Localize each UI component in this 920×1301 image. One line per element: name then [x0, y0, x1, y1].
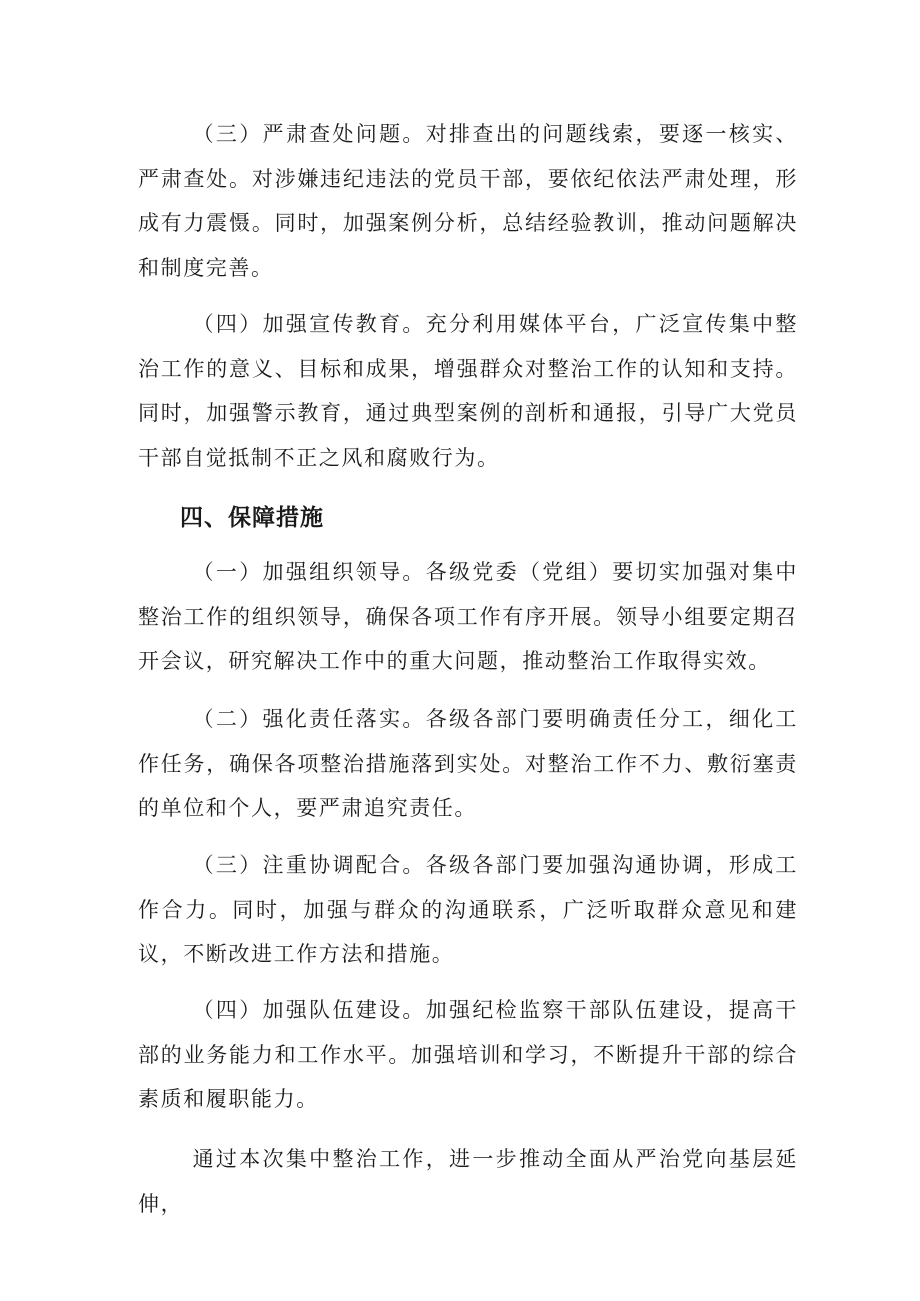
paragraph-responsibility: （二）强化责任落实。各级各部门要明确责任分工，细化工作任务，确保各项整治措施落到实处。对整治工作不力、敷衍塞责的单位和个人，要严肃追究责任。	[138, 707, 798, 820]
paragraph-publicity-education: （四）加强宣传教育。充分利用媒体平台，广泛宣传集中整治工作的意义、目标和成果，增强群众对整治工作的认知和支持。同时，加强警示教育，通过典型案例的剖析和通报，引导广大党员干部自觉抵制不正之风和腐败行为。	[138, 312, 798, 470]
paragraph-team-building: （四）加强队伍建设。加强纪检监察干部队伍建设，提高干部的业务能力和工作水平。加强培训和学习，不断提升干部的综合素质和履职能力。	[138, 998, 798, 1111]
paragraph-coordination: （三）注重协调配合。各级各部门要加强沟通协调，形成工作合力。同时，加强与群众的沟通联系，广泛听取群众意见和建议，不断改进工作方法和措施。	[138, 853, 798, 966]
paragraph-organizational-leadership: （一）加强组织领导。各级党委（党组）要切实加强对集中整治工作的组织领导，确保各项工作有序开展。领导小组要定期召开会议，研究解决工作中的重大问题，推动整治工作取得实效。	[138, 560, 798, 673]
paragraph-closing: 通过本次集中整治工作，进一步推动全面从严治党向基层延伸，	[138, 1147, 798, 1216]
section-heading-safeguards: 四、保障措施	[180, 505, 324, 531]
paragraph-strict-investigation: （三）严肃查处问题。对排查出的问题线索，要逐一核实、严肃查处。对涉嫌违纪违法的党员干部，要依纪依法严肃处理，形成有力震慑。同时，加强案例分析，总结经验教训，推动问题解决和制度完善。	[138, 122, 798, 280]
